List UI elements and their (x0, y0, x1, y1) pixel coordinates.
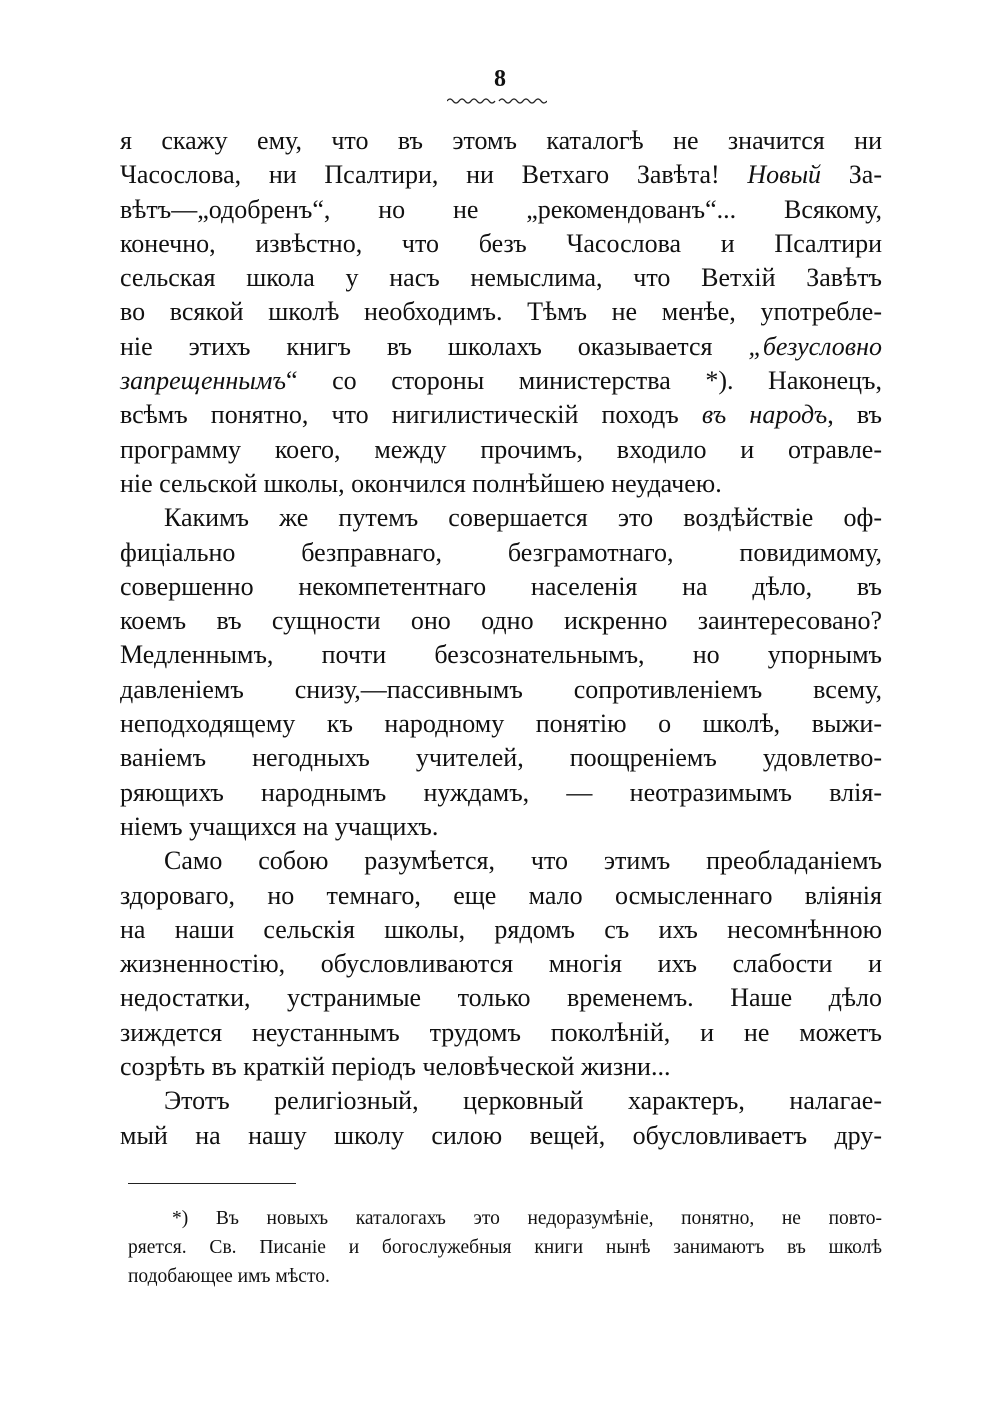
text-line (120, 638, 882, 672)
text-segment: конечно, извѣстно, что безъ Часослова и Псалтири (120, 228, 882, 258)
text-line (120, 947, 882, 981)
text-line (120, 1119, 882, 1153)
text-segment: совершенно некомпетентнаго населенія на дѣло, въ (120, 571, 882, 601)
text-line (120, 536, 882, 570)
text-segment: “ со стороны министерства *). Наконецъ, (286, 366, 882, 396)
text-segment: ніе сельской школы, окончился полнѣйшею неудачею. (120, 468, 722, 498)
text-segment: ряющихъ народнымъ нуждамъ, — неотразимымъ влія- (120, 777, 882, 807)
text-segment: фиціально безправнаго, безграмотнаго, повидимому, (120, 537, 882, 567)
text-line (120, 398, 882, 432)
text-segment: За- (821, 160, 882, 190)
text-line (120, 673, 882, 707)
text-segment: всѣмъ понятно, что нигилистическій походъ (120, 400, 702, 430)
text-segment: неподходящему къ народному понятію о школѣ, выжи- (120, 709, 882, 739)
text-segment: вѣтъ—„одобренъ“, но не „рекомендованъ“... Всякому, (120, 194, 882, 224)
text-line (120, 364, 882, 398)
text-line (120, 570, 882, 604)
text-segment: созрѣть въ краткій періодъ человѣческой жизни... (120, 1052, 671, 1082)
text-line (120, 844, 882, 878)
paragraph (120, 844, 882, 1084)
text-segment: ніемъ учащихся на учащихъ. (120, 811, 439, 841)
text-line (120, 261, 882, 295)
italic-text: Новый (747, 160, 822, 190)
text-line (120, 913, 882, 947)
text-segment: давленіемъ снизу,—пассивнымъ сопротивленіемъ всему, (120, 674, 882, 704)
text-segment: ваніемъ негодныхъ учителей, поощреніемъ удовлетво- (120, 743, 882, 773)
text-line (120, 981, 882, 1015)
text-segment: мый на нашу школу силою вещей, обусловливаетъ дру- (120, 1120, 882, 1150)
text-line (120, 227, 882, 261)
text-segment: жизненностію, обусловливаются многія ихъ слабости и (120, 949, 882, 979)
text-line (120, 433, 882, 467)
text-line (120, 707, 882, 741)
text-line (120, 158, 882, 192)
text-segment: Часослова, ни Псалтири, ни Ветхаго Завѣта! (120, 160, 748, 190)
text-line (120, 879, 882, 913)
footnote-line: подобающее имъ мѣсто. (128, 1266, 330, 1287)
text-segment: коемъ въ сущности оно одно искренно заинтересовано? (120, 606, 882, 636)
paragraph (120, 501, 882, 844)
text-line (120, 193, 882, 227)
text-segment: , въ (827, 400, 882, 430)
footnote-separator (128, 1183, 296, 1184)
text-segment: Какимъ же путемъ совершается это воздѣйствіе оф- (164, 503, 882, 533)
text-line (120, 1084, 882, 1118)
footnote (128, 1204, 882, 1291)
text-line (120, 501, 882, 535)
text-segment: недостатки, устранимые только временемъ. Наше дѣло (120, 983, 882, 1013)
text-segment: я скажу ему, что въ этомъ каталогѣ не значится ни (120, 126, 882, 155)
paragraph (120, 1084, 882, 1153)
footnote-line: ряется. Св. Писаніе и богослужебныя книги нынѣ занимаютъ въ школѣ (128, 1237, 882, 1258)
text-line (120, 810, 882, 844)
text-segment: зиждется неустаннымъ трудомъ поколѣній, и не можетъ (120, 1017, 882, 1047)
text-segment: Само собою разумѣется, что этимъ преобладаніемъ (164, 846, 882, 876)
footnote-line: *) Въ новыхъ каталогахъ это недоразумѣніе, понятно, не повто- (172, 1208, 882, 1229)
italic-text: „безусловно (748, 331, 882, 361)
text-segment: здороваго, но темнаго, еще мало осмысленнаго вліянія (120, 880, 882, 910)
text-line (120, 741, 882, 775)
text-segment: Медленнымъ, почти безсознательнымъ, но упорнымъ (120, 640, 882, 670)
page-number: 8 (494, 66, 506, 92)
text-line (120, 604, 882, 638)
paragraph (120, 124, 882, 501)
text-line (120, 1050, 882, 1084)
text-line (120, 776, 882, 810)
text-segment: на наши сельскія школы, рядомъ съ ихъ несомнѣнною (120, 914, 882, 944)
text-segment: Этотъ религіозный, церковный характеръ, налагае- (164, 1086, 882, 1116)
body-text (120, 124, 882, 1153)
ornamental-wave-rule (447, 96, 547, 106)
italic-text: въ народъ (701, 400, 828, 430)
text-line (120, 1016, 882, 1050)
italic-text: запрещеннымъ (120, 366, 286, 396)
text-segment: во всякой школѣ необходимъ. Тѣмъ не менѣе, употребле- (120, 297, 882, 327)
text-segment: программу коего, между прочимъ, входило и отравле- (120, 434, 882, 464)
text-segment: ніе этихъ книгъ въ школахъ оказывается (120, 331, 749, 361)
text-line (120, 330, 882, 364)
text-segment: сельская школа у насъ немыслима, что Ветхій Завѣтъ (120, 263, 882, 293)
text-line (120, 467, 882, 501)
text-line (120, 295, 882, 329)
text-line (120, 124, 882, 158)
